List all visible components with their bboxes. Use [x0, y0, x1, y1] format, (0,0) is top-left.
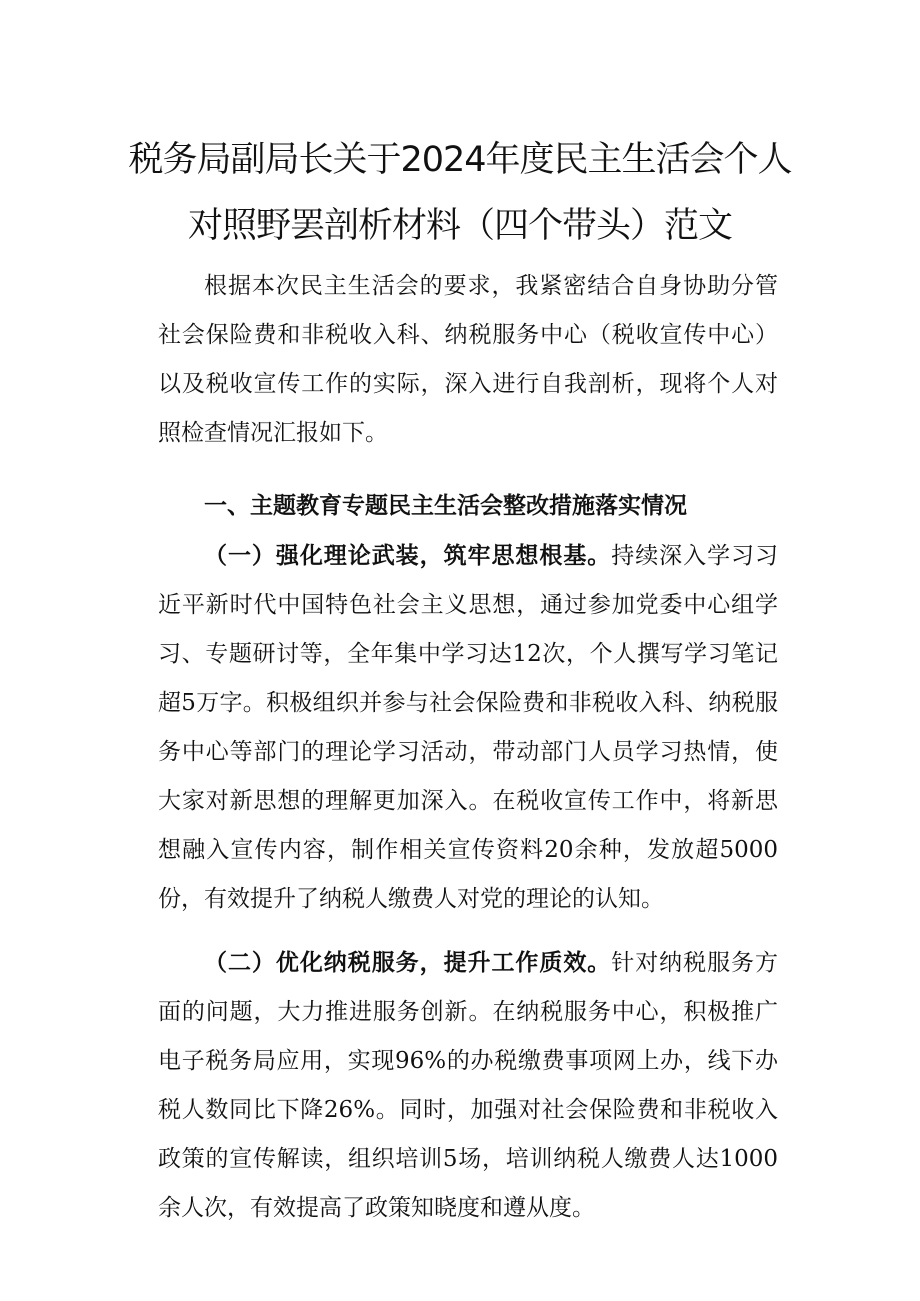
section-heading-1-text: 一、主题教育专题民主生活会整改措施落实情况 [204, 492, 687, 519]
section-heading-1 [158, 481, 778, 531]
document-title-line-2: 对照野罢剖析材料（四个带头）范文 [187, 206, 732, 246]
subsection-1-lead: （一）强化理论武装，筑牢思想根基。 [204, 542, 612, 569]
subsection-2-text: 针对纳税服务方面的问题，大力推进服务创新。在纳税服务中心，积极推广电子税务局应用，实现96%的办税缴费事项网上办，线下办税人数同比下降26%。同时，加强对社会保险费和非税收入政策的宣传解读，组织培训5场，培训纳税人缴费人达1000余人次，有效提高了政策知晓度和遵从度。 [158, 950, 779, 1221]
subsection-1-paragraph [158, 531, 778, 924]
subsection-2-lead: （二）优化纳税服务，提升工作质效。 [204, 949, 612, 976]
subsection-2-paragraph [158, 938, 778, 1233]
document-body [158, 262, 778, 1233]
subsection-1-text: 持续深入学习习近平新时代中国特色社会主义思想，通过参加党委中心组学习、专题研讨等，全年集中学习达12次，个人撰写学习笔记超5万字。积极组织并参与社会保险费和非税收入科、纳税服务中心等部门的理论学习活动，带动部门人员学习热情，使大家对新思想的理解更加深入。在税收宣传工作中，将新思想融入宣传内容，制作相关宣传资料20余种，发放超5000份，有效提升了纳税人缴费人对党的理论的认知。 [158, 543, 779, 912]
document-title-line-1: 税务局副局长关于2024年度民主生活会个人 [128, 140, 792, 180]
intro-paragraph: 根据本次民主生活会的要求，我紧密结合自身协助分管社会保险费和非税收入科、纳税服务中心（税收宣传中心）以及税收宣传工作的实际，深入进行自我剖析，现将个人对照检查情况汇报如下。 [158, 273, 778, 446]
